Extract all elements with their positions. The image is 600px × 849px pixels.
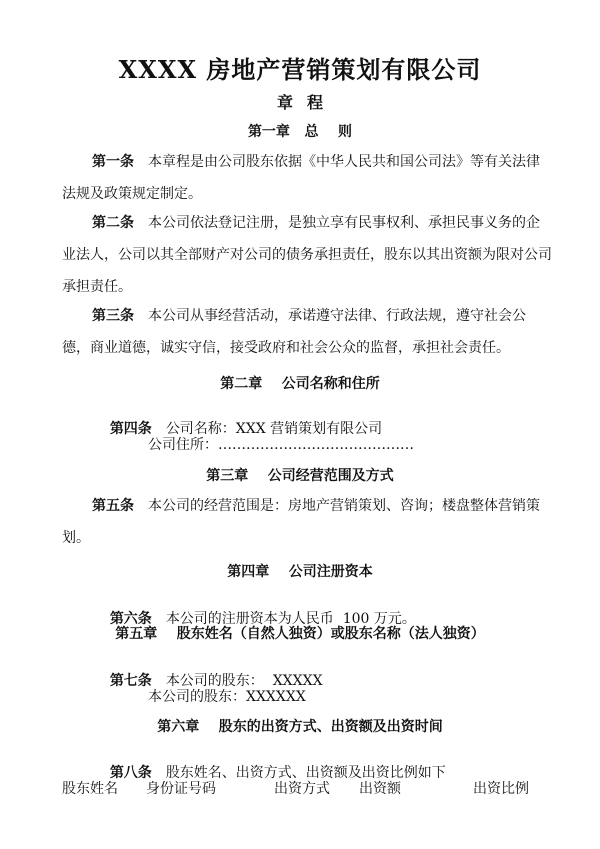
table-header-contribution-method: 出资方式 [274,781,330,797]
article-4-name-line: 公司名称：XXX 营销策划有限公司 [165,421,383,437]
chapter-5-heading: 第五章 股东姓名（自然人独资）或股东名称（法人独资） [115,626,485,642]
chapter-6-heading: 第六章 股东的出资方式、出资额及出资时间 [157,719,443,735]
article-7-label: 第七条 [109,673,152,689]
chapter-2-heading: 第二章 公司名称和住所 [220,376,380,392]
article-3-text: 本公司从事经营活动，承诺遵守法律、行政法规，遵守社会公德，商业道德，诚实守信，接受政府和社会公众的监督，承担社会责任。 [62,308,526,356]
article-4-label: 第四条 [109,421,152,437]
chapter-3-heading: 第三章 公司经营范围及方式 [206,468,394,484]
article-2-label: 第二条 [92,215,134,231]
article-2 [62,207,552,303]
article-5-label: 第五条 [92,498,134,514]
article-1 [62,146,552,210]
article-3 [62,300,552,364]
chapter-1-heading: 第一章 总 则 [247,124,353,140]
chapter-4-heading: 第四章 公司注册资本 [227,564,373,580]
table-header-id-number: 身份证号码 [146,781,216,797]
table-header-contribution-ratio: 出资比例 [473,781,529,797]
document-subtitle: 章程 [276,93,337,112]
table-header-contribution-amount: 出资额 [359,781,401,797]
article-3-label: 第三条 [92,308,134,324]
article-8-label: 第八条 [109,765,152,781]
article-7-line-1: 本公司的股东： XXXXX [165,673,323,689]
article-1-label: 第一条 [92,154,134,170]
document-title: XXXX 房地产营销策划有限公司 [118,55,482,84]
article-4-address-line: 公司住所：…………………………………… [148,437,414,453]
article-6-text: 本公司的注册资本为人民币 100 万元。 [165,611,416,627]
article-6-label: 第六条 [109,611,152,627]
article-8-text: 股东姓名、出资方式、出资额及出资比例如下 [165,765,446,781]
article-2-text: 本公司依法登记注册，是独立享有民事权利、承担民事义务的企业法人，公司以其全部财产对公司的债务承担责任，股东以其出资额为限对公司承担责任。 [62,215,552,295]
article-7-line-2: 本公司的股东：XXXXXX [148,689,306,705]
table-header-shareholder-name: 股东姓名 [62,781,118,797]
article-5 [62,490,552,554]
article-1-text: 本章程是由公司股东依据《中华人民共和国公司法》等有关法律法规及政策规定制定。 [62,154,540,202]
article-5-text: 本公司的经营范围是：房地产营销策划、咨询；楼盘整体营销策划。 [62,498,540,546]
